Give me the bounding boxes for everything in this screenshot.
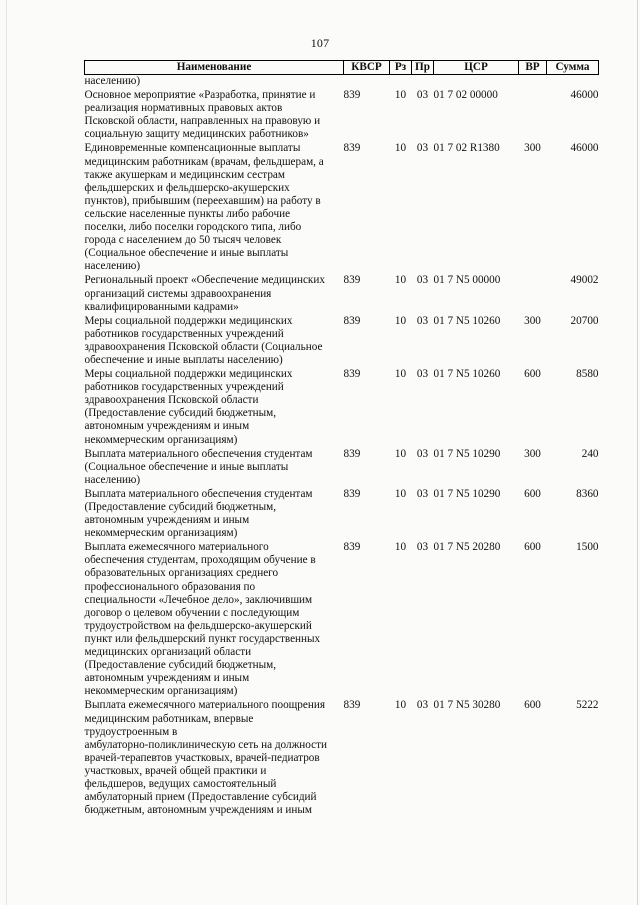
cell-sum: 5222 <box>576 699 599 712</box>
cell-kvsr: 839 <box>343 487 361 500</box>
cell-name-line: Меры социальной поддержки медицинских <box>84 368 293 381</box>
cell-sum: 20700 <box>570 314 599 327</box>
cell-name <box>85 487 344 540</box>
cell-name <box>85 447 344 487</box>
table-row <box>85 540 599 698</box>
cell-name-line: участковых, врачей общей практики и <box>84 764 267 777</box>
cell-kvsr: 839 <box>343 699 361 712</box>
cell-sum: 1500 <box>576 541 599 554</box>
header-vr: ВР <box>519 61 547 75</box>
cell-name <box>85 88 344 141</box>
cell-name-line: медицинским работникам (врачам, фельдшерам, а <box>84 155 324 168</box>
cell-kvsr: 839 <box>343 447 361 460</box>
cell-name-line: квалифицированными кадрами» <box>84 300 239 313</box>
cell-name-line: фельдшеров, ведущих самостоятельный <box>84 777 277 790</box>
cell-kvsr: 839 <box>343 142 361 155</box>
cell-name-line: специальности «Лечебное дело», заключившим <box>84 593 313 606</box>
table-row <box>85 314 599 367</box>
cell-vr: 600 <box>524 541 541 554</box>
cell-name-line: организаций системы здравоохранения <box>84 287 272 300</box>
cell-name-line: обеспечения студентам, проходящим обучение в <box>84 554 316 567</box>
cell-name-line: договор о целевом обучении с последующим <box>84 606 300 619</box>
cell-rz: 10 <box>394 447 407 460</box>
cell-name-line: обеспечение и иные выплаты населению) <box>84 353 283 366</box>
table-row <box>85 273 599 313</box>
cell-rz: 10 <box>394 368 407 381</box>
cell-sum: 8360 <box>576 487 599 500</box>
cell-name-line: врачей-терапевтов участковых, врачей-педиатров <box>84 751 320 764</box>
cell-name-line: Выплата ежемесячного материального поощрения <box>84 699 325 712</box>
cell-csr: 01 7 N5 10260 <box>433 368 501 381</box>
cell-kvsr: 839 <box>343 314 361 327</box>
cell-vr <box>519 88 547 141</box>
cell-name-line: медицинских организаций области <box>84 646 252 659</box>
cell-name-line: автономным учреждениям и иным <box>84 420 250 433</box>
cell-csr: 01 7 N5 10260 <box>433 314 501 327</box>
cell-vr: 600 <box>524 699 541 712</box>
header-rz: Рз <box>390 61 412 75</box>
cell-name-line: поселки, либо поселки городского типа, либо <box>84 221 302 234</box>
cell-name-line: пунктов), прибывшим (переехавшим) на работу в <box>84 194 321 207</box>
cell-rz: 10 <box>394 142 407 155</box>
cell-name-line: социальную защиту медицинских работников» <box>84 128 309 141</box>
cell-pr: 03 <box>416 541 429 554</box>
cell-kvsr: 839 <box>343 541 361 554</box>
cell-kvsr: 839 <box>343 89 361 102</box>
cell-name-line: работников государственных учреждений <box>84 327 284 340</box>
cell-csr: 01 7 N5 30280 <box>433 699 501 712</box>
cell-rz: 10 <box>394 699 407 712</box>
cell-pr <box>412 75 434 89</box>
cell-name-line: некоммерческим организациям) <box>84 685 238 698</box>
cell-csr: 01 7 N5 00000 <box>433 274 501 287</box>
scan-edge-right <box>637 0 638 905</box>
cell-name-line: образовательных организациях среднего <box>84 567 279 580</box>
cell-rz: 10 <box>394 89 407 102</box>
cell-name <box>85 540 344 698</box>
cell-csr <box>434 75 519 89</box>
cell-rz: 10 <box>394 314 407 327</box>
header-pr: Пр <box>412 61 434 75</box>
cell-name-line: трудоустроенным в <box>84 725 178 738</box>
cell-csr: 01 7 N5 10290 <box>433 447 501 460</box>
cell-name-line: (Социальное обеспечение и иные выплаты <box>84 460 289 473</box>
cell-name-line: населению) <box>84 473 141 486</box>
table-row <box>85 447 599 487</box>
cell-rz <box>390 75 412 89</box>
cell-vr: 300 <box>524 314 541 327</box>
cell-name-line: (Предоставление субсидий бюджетным, <box>84 659 277 672</box>
cell-pr: 03 <box>416 487 429 500</box>
cell-name-line: города с населением до 50 тысяч человек <box>84 234 282 247</box>
cell-rz: 10 <box>394 487 407 500</box>
table-row <box>85 75 599 89</box>
table-body <box>85 75 599 818</box>
cell-rz: 10 <box>394 274 407 287</box>
cell-vr <box>519 75 547 89</box>
cell-name-line: Выплата материального обеспечения студентам <box>84 487 313 500</box>
cell-name-line: также акушеркам и медицинским сестрам <box>84 168 285 181</box>
cell-name-line: некоммерческим организациям) <box>84 433 238 446</box>
cell-name-line: профессионального образования по <box>84 580 256 593</box>
cell-name-line: (Социальное обеспечение и иные выплаты <box>84 247 289 260</box>
cell-name-line: амбулаторный прием (Предоставление субсидий <box>84 791 317 804</box>
cell-csr: 01 7 N5 10290 <box>433 487 501 500</box>
cell-name <box>85 75 344 89</box>
cell-name-line: (Предоставление субсидий бюджетным, <box>84 501 277 513</box>
table-header-row <box>85 61 599 75</box>
cell-name-line: здравоохранения Псковской области <box>84 394 259 407</box>
scan-edge-left <box>6 0 7 905</box>
cell-name <box>85 273 344 313</box>
cell-name <box>85 141 344 273</box>
cell-name-line: медицинским работникам, впервые <box>84 712 254 725</box>
cell-sum: 240 <box>581 447 599 460</box>
header-sum: Сумма <box>547 61 599 75</box>
cell-sum: 46000 <box>570 89 599 102</box>
cell-name-line: (Предоставление субсидий бюджетным, <box>84 407 277 420</box>
cell-name-line: здравоохранения Псковской области (Социальное <box>84 340 323 353</box>
cell-name-line: Выплата ежемесячного материального <box>84 541 269 554</box>
cell-name-line: Меры социальной поддержки медицинских <box>84 314 293 327</box>
header-csr: ЦСР <box>434 61 519 75</box>
cell-name-line: автономным учреждениям и иным <box>84 672 250 685</box>
cell-name-line: Основное мероприятие «Разработка, принятие и <box>84 89 316 102</box>
cell-name-line: Псковской области, направленных на правовую и <box>84 115 321 128</box>
cell-kvsr <box>344 75 390 89</box>
cell-vr <box>519 273 547 313</box>
header-kvsr: КВСР <box>344 61 390 75</box>
cell-rz: 10 <box>394 541 407 554</box>
cell-vr: 300 <box>524 142 541 155</box>
cell-name-line: сельские населенные пункты либо рабочие <box>84 207 291 220</box>
cell-sum: 8580 <box>576 368 599 381</box>
cell-vr: 600 <box>524 487 541 500</box>
cell-vr: 600 <box>524 368 541 381</box>
cell-name-line: Выплата материального обеспечения студентам <box>84 447 313 460</box>
cell-pr: 03 <box>416 89 429 102</box>
cell-name-line: трудоустройством на фельдшерско-акушерский <box>84 619 312 632</box>
cell-pr: 03 <box>416 447 429 460</box>
cell-pr: 03 <box>416 368 429 381</box>
cell-vr: 300 <box>524 447 541 460</box>
cell-pr: 03 <box>416 274 429 287</box>
cell-name <box>85 698 344 817</box>
cell-sum: 49002 <box>570 274 599 287</box>
cell-kvsr: 839 <box>343 368 361 381</box>
cell-csr: 01 7 N5 20280 <box>433 541 501 554</box>
cell-name-line: амбулаторно-поликлиническую сеть на должности <box>84 738 328 751</box>
header-name: Наименование <box>85 61 344 75</box>
cell-sum <box>547 75 599 89</box>
cell-pr: 03 <box>416 699 429 712</box>
cell-name-line: пункт или фельдшерский пункт государственных <box>84 632 321 645</box>
cell-csr: 01 7 02 00000 <box>433 89 498 102</box>
cell-name-line: населению) <box>84 75 141 87</box>
cell-name-line: фельдшерских и фельдшерско-акушерских <box>84 181 290 194</box>
page-number: 107 <box>310 36 330 50</box>
cell-name-line: Региональный проект «Обеспечение медицинских <box>84 274 325 287</box>
budget-table <box>84 60 599 817</box>
table-row <box>85 698 599 817</box>
cell-name-line: населению) <box>84 260 141 273</box>
cell-name-line: реализация нормативных правовых актов <box>84 102 283 115</box>
cell-name <box>85 367 344 447</box>
cell-sum: 46000 <box>570 142 599 155</box>
cell-pr: 03 <box>416 314 429 327</box>
cell-pr: 03 <box>416 142 429 155</box>
cell-name-line: бюджетным, автономным учреждениям и иным <box>84 804 312 817</box>
cell-csr: 01 7 02 R1380 <box>433 142 500 155</box>
table-row <box>85 88 599 141</box>
cell-name <box>85 314 344 367</box>
table-row <box>85 141 599 273</box>
cell-name-line: автономным учреждениям и иным <box>84 514 250 527</box>
cell-name-line: Единовременные компенсационные выплаты <box>84 142 301 155</box>
cell-name-line: некоммерческим организациям) <box>84 527 238 540</box>
table-row <box>85 487 599 540</box>
cell-kvsr: 839 <box>343 274 361 287</box>
table-row <box>85 367 599 447</box>
cell-name-line: работников государственных учреждений <box>84 381 284 394</box>
